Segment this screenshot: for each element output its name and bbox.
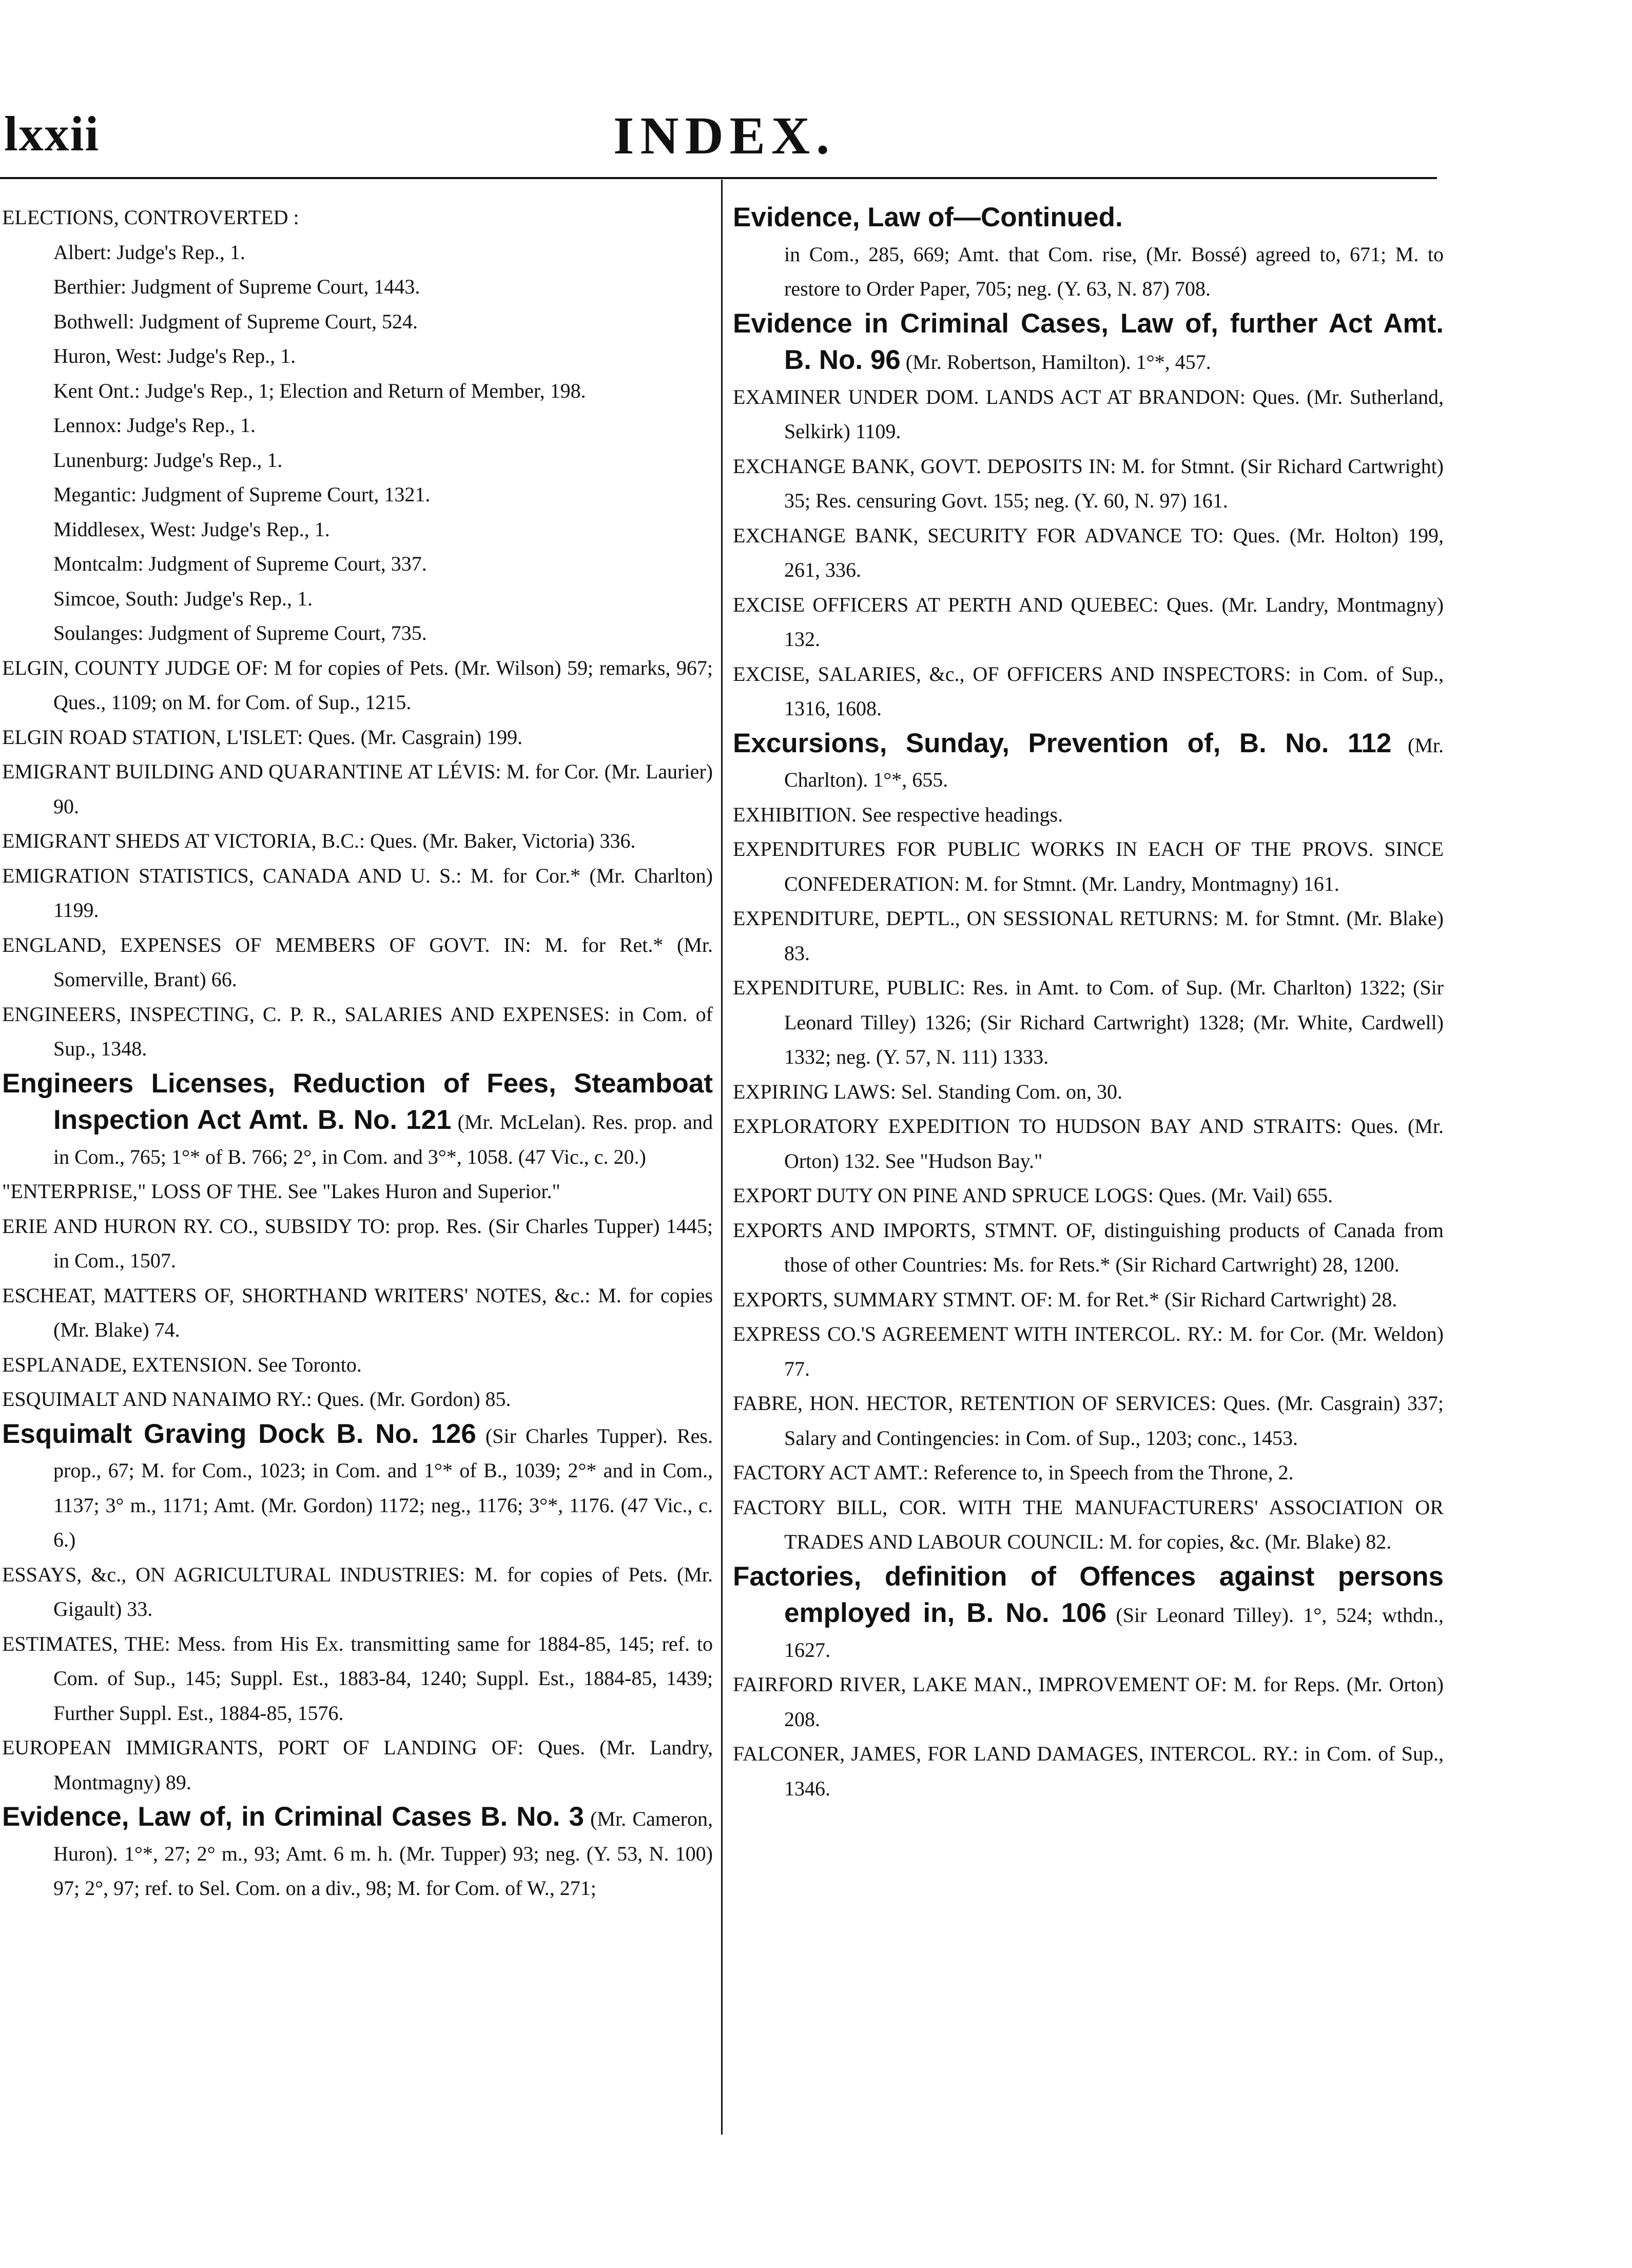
index-entry	[733, 588, 1444, 657]
index-entry	[733, 380, 1444, 449]
entry-text: EXCISE OFFICERS AT PERTH AND QUEBEC: Ques. (Mr. Landry, Montmagny) 132.	[733, 593, 1444, 651]
entry-text: ESQUIMALT AND NANAIMO RY.: Ques. (Mr. Gordon) 85.	[2, 1387, 511, 1411]
index-entry	[733, 832, 1444, 901]
sub-entry: Montcalm: Judgment of Supreme Court, 337.	[53, 552, 427, 575]
index-entry	[2, 1730, 713, 1800]
right-column	[733, 200, 1444, 1806]
sub-entry: Kent Ont.: Judge's Rep., 1; Election and Return of Member, 198.	[53, 379, 586, 402]
bill-entry	[2, 1800, 713, 1906]
entry-text: EXCHANGE BANK, GOVT. DEPOSITS IN: M. for Stmnt. (Sir Richard Cartwright) 35; Res. censuring Govt. 155; neg. (Y. 60, N. 97) 161.	[733, 454, 1444, 512]
index-entry	[733, 657, 1444, 726]
entry-text: ESPLANADE, EXTENSION. See Toronto.	[2, 1353, 362, 1376]
index-entry	[733, 1490, 1444, 1559]
bill-entry	[2, 1066, 713, 1175]
index-entry	[733, 901, 1444, 970]
page-number: lxxii	[4, 106, 100, 161]
entry-text: (Mr. Robertson, Hamilton). 1°*, 457.	[900, 350, 1211, 374]
entry-text: EXPENDITURES FOR PUBLIC WORKS IN EACH OF THE PROVS. SINCE CONFEDERATION: M. for Stmnt. (Mr. Landry, Montmagny) 161.	[733, 837, 1444, 895]
index-entry	[733, 970, 1444, 1074]
entry-text: EXPRESS CO.'S AGREEMENT WITH INTERCOL. RY.: M. for Cor. (Mr. Weldon) 77.	[733, 1322, 1444, 1380]
bill-title: Evidence, Law of, in Criminal Cases B. No. 3	[2, 1802, 584, 1832]
bill-entry	[733, 306, 1444, 380]
index-entry	[733, 1178, 1444, 1213]
entry-text: ESTIMATES, THE: Mess. from His Ex. transmitting same for 1884-85, 145; ref. to Com. of Sup., 145; Suppl. Est., 1883-84, 1240; Suppl. Est., 1884-85, 1439; Further Suppl. Est., 1884-85, 1576.	[2, 1632, 713, 1725]
index-entry	[2, 1627, 713, 1731]
index-entry	[733, 1736, 1444, 1806]
index-entry	[2, 928, 713, 997]
entry-text: ELGIN ROAD STATION, L'ISLET: Ques. (Mr. Casgrain) 199.	[2, 725, 523, 749]
index-entry	[733, 518, 1444, 588]
index-entry	[733, 797, 1444, 832]
entry-list	[733, 200, 1444, 1806]
entry-text: EXPENDITURE, DEPTL., ON SESSIONAL RETURNS: M. for Stmnt. (Mr. Blake) 83.	[733, 907, 1444, 965]
entry-text: EXAMINER UNDER DOM. LANDS ACT AT BRANDON: Ques. (Mr. Sutherland, Selkirk) 1109.	[733, 385, 1444, 443]
section-heading: ELECTIONS, CONTROVERTED :	[2, 206, 299, 229]
entry-text: FACTORY ACT AMT.: Reference to, in Speech from the Throne, 2.	[733, 1461, 1294, 1484]
bill-entry	[733, 1559, 1444, 1668]
bill-title: Evidence, Law of—Continued.	[733, 202, 1123, 232]
index-entry	[2, 858, 713, 928]
sub-entry: Soulanges: Judgment of Supreme Court, 735.	[53, 621, 427, 644]
index-entry	[2, 997, 713, 1066]
bill-title: Engineers Licenses, Reduction of Fees, Steamboat Inspection Act Amt. B. No. 121	[2, 1068, 713, 1135]
entry-text: (Mr. McLelan). Res. prop. and in Com., 765; 1°* of B. 766; 2°, in Com. and 3°*, 1058. (47 Vic., c. 20.)	[53, 1110, 713, 1168]
entry-text: EUROPEAN IMMIGRANTS, PORT OF LANDING OF: Ques. (Mr. Landry, Montmagny) 89.	[2, 1736, 713, 1794]
index-entry	[733, 1074, 1444, 1109]
sub-entry: Albert: Judge's Rep., 1.	[53, 240, 245, 264]
index-entry	[733, 449, 1444, 518]
entry-text: ERIE AND HURON RY. CO., SUBSIDY TO: prop. Res. (Sir Charles Tupper) 1445; in Com., 1507.	[2, 1214, 713, 1272]
index-entry	[2, 824, 713, 858]
entry-text: EXPORTS, SUMMARY STMNT. OF: M. for Ret.* (Sir Richard Cartwright) 28.	[733, 1287, 1397, 1311]
bill-title: Factories, definition of Offences against persons employed in, B. No. 106	[733, 1561, 1444, 1628]
entry-text: ELGIN, COUNTY JUDGE OF: M for copies of Pets. (Mr. Wilson) 59; remarks, 967; Ques., 1109; on M. for Com. of Sup., 1215.	[2, 656, 713, 714]
entry-text: in Com., 285, 669; Amt. that Com. rise, (Mr. Bossé) agreed to, 671; M. to restore to Order Paper, 705; neg. (Y. 63, N. 87) 708.	[784, 242, 1444, 300]
column-divider	[721, 180, 723, 2135]
entry-text: ENGINEERS, INSPECTING, C. P. R., SALARIES AND EXPENSES: in Com. of Sup., 1348.	[2, 1002, 713, 1060]
index-entry	[733, 1109, 1444, 1178]
index-entry	[2, 1209, 713, 1278]
index-entry	[2, 1557, 713, 1627]
sub-entry: Megantic: Judgment of Supreme Court, 1321.	[53, 483, 431, 506]
bill-title: Evidence in Criminal Cases, Law of, further Act Amt. B. No. 96	[733, 308, 1444, 375]
entry-text: EMIGRATION STATISTICS, CANADA AND U. S.: M. for Cor.* (Mr. Charlton) 1199.	[2, 864, 713, 922]
index-entry	[2, 651, 713, 720]
entry-text: FABRE, HON. HECTOR, RETENTION OF SERVICES: Ques. (Mr. Casgrain) 337; Salary and Contingencies: in Com. of Sup., 1203; conc., 1453.	[733, 1392, 1444, 1450]
entry-text: EXPORT DUTY ON PINE AND SPRUCE LOGS: Ques. (Mr. Vail) 655.	[733, 1184, 1333, 1207]
index-entry	[2, 1278, 713, 1347]
page-title: INDEX.	[613, 106, 836, 165]
entry-text: EMIGRANT SHEDS AT VICTORIA, B.C.: Ques. (Mr. Baker, Victoria) 336.	[2, 829, 636, 852]
entry-text: "ENTERPRISE," LOSS OF THE. See "Lakes Huron and Superior."	[2, 1180, 560, 1203]
entry-text: (Mr. Cameron, Huron). 1°*, 27; 2° m., 93; Amt. 6 m. h. (Mr. Tupper) 93; neg. (Y. 53, N. 100) 97; 2°, 97; ref. to Sel. Com. on a div., 98; M. for Com. of W., 271;	[53, 1807, 713, 1900]
entry-text: (Sir Leonard Tilley). 1°, 524; wthdn., 1627.	[784, 1604, 1444, 1661]
sub-entry: Bothwell: Judgment of Supreme Court, 524.	[53, 309, 418, 333]
sub-entry: Simcoe, South: Judge's Rep., 1.	[53, 586, 313, 610]
index-entry	[2, 720, 713, 755]
index-entry	[733, 1317, 1444, 1386]
header-rule	[0, 177, 1437, 179]
index-entry	[733, 1455, 1444, 1490]
index-entry	[733, 1667, 1444, 1736]
entry-text: FALCONER, JAMES, FOR LAND DAMAGES, INTERCOL. RY.: in Com. of Sup., 1346.	[733, 1742, 1444, 1800]
sub-entry: Middlesex, West: Judge's Rep., 1.	[53, 517, 330, 541]
index-entry	[733, 1386, 1444, 1455]
index-entry	[733, 1282, 1444, 1317]
left-column	[2, 200, 713, 1906]
sub-entry: Lennox: Judge's Rep., 1.	[53, 414, 256, 437]
entry-text: FAIRFORD RIVER, LAKE MAN., IMPROVEMENT OF: M. for Reps. (Mr. Orton) 208.	[733, 1673, 1444, 1731]
entry-text: ESSAYS, &c., ON AGRICULTURAL INDUSTRIES: M. for copies of Pets. (Mr. Gigault) 33.	[2, 1562, 713, 1620]
sub-entry: Berthier: Judgment of Supreme Court, 1443.	[53, 275, 420, 298]
entry-text: EXPORTS AND IMPORTS, STMNT. OF, distinguishing products of Canada from those of other Countries: Ms. for Rets.* (Sir Richard Cartwright) 28, 1200.	[733, 1218, 1444, 1276]
entry-text: EXHIBITION. See respective headings.	[733, 803, 1063, 826]
sub-entry: Huron, West: Judge's Rep., 1.	[53, 344, 296, 367]
index-entry	[2, 1347, 713, 1382]
bill-entry	[733, 726, 1444, 797]
entry-text: ESCHEAT, MATTERS OF, SHORTHAND WRITERS' NOTES, &c.: M. for copies (Mr. Blake) 74.	[2, 1283, 713, 1341]
index-entry	[2, 754, 713, 824]
bill-title: Esquimalt Graving Dock B. No. 126	[2, 1418, 476, 1449]
index-entry	[2, 1174, 713, 1209]
bill-entry	[733, 200, 1444, 306]
entry-text: EXPENDITURE, PUBLIC: Res. in Amt. to Com. of Sup. (Mr. Charlton) 1322; (Sir Leonard Tilley) 1326; (Sir Richard Cartwright) 1328; (Mr. White, Cardwell) 1332; neg. (Y. 57, N. 111) 1333.	[733, 976, 1444, 1068]
entry-text: ENGLAND, EXPENSES OF MEMBERS OF GOVT. IN: M. for Ret.* (Mr. Somerville, Brant) 66.	[2, 933, 713, 991]
entry-text: EMIGRANT BUILDING AND QUARANTINE AT LÉVIS: M. for Cor. (Mr. Laurier) 90.	[2, 760, 713, 818]
sub-entry: Lunenburg: Judge's Rep., 1.	[53, 448, 283, 472]
index-entry	[2, 1382, 713, 1417]
bill-title: Excursions, Sunday, Prevention of, B. No. 112	[733, 728, 1392, 758]
entry-text: EXPLORATORY EXPEDITION TO HUDSON BAY AND STRAITS: Ques. (Mr. Orton) 132. See "Hudson Bay."	[733, 1115, 1444, 1172]
entry-list	[2, 651, 713, 1906]
entry-text: EXPIRING LAWS: Sel. Standing Com. on, 30.	[733, 1080, 1123, 1103]
entry-text: (Sir Charles Tupper). Res. prop., 67; M. for Com., 1023; in Com. and 1°* of B., 1039; 2°* and in Com., 1137; 3° m., 1171; Amt. (Mr. Gordon) 1172; neg., 1176; 3°*, 1176. (47 Vic., c. 6.)	[53, 1424, 713, 1551]
sub-entry-list	[2, 235, 713, 651]
entry-text: (Mr. Charlton). 1°*, 655.	[784, 733, 1444, 791]
index-entry	[733, 1213, 1444, 1282]
entry-text: EXCHANGE BANK, SECURITY FOR ADVANCE TO: Ques. (Mr. Holton) 199, 261, 336.	[733, 523, 1444, 581]
entry-text: FACTORY BILL, COR. WITH THE MANUFACTURERS' ASSOCIATION OR TRADES AND LABOUR COUNCIL: M. for copies, &c. (Mr. Blake) 82.	[733, 1495, 1444, 1553]
bill-entry	[2, 1417, 713, 1557]
entry-text: EXCISE, SALARIES, &c., OF OFFICERS AND INSPECTORS: in Com. of Sup., 1316, 1608.	[733, 662, 1444, 720]
